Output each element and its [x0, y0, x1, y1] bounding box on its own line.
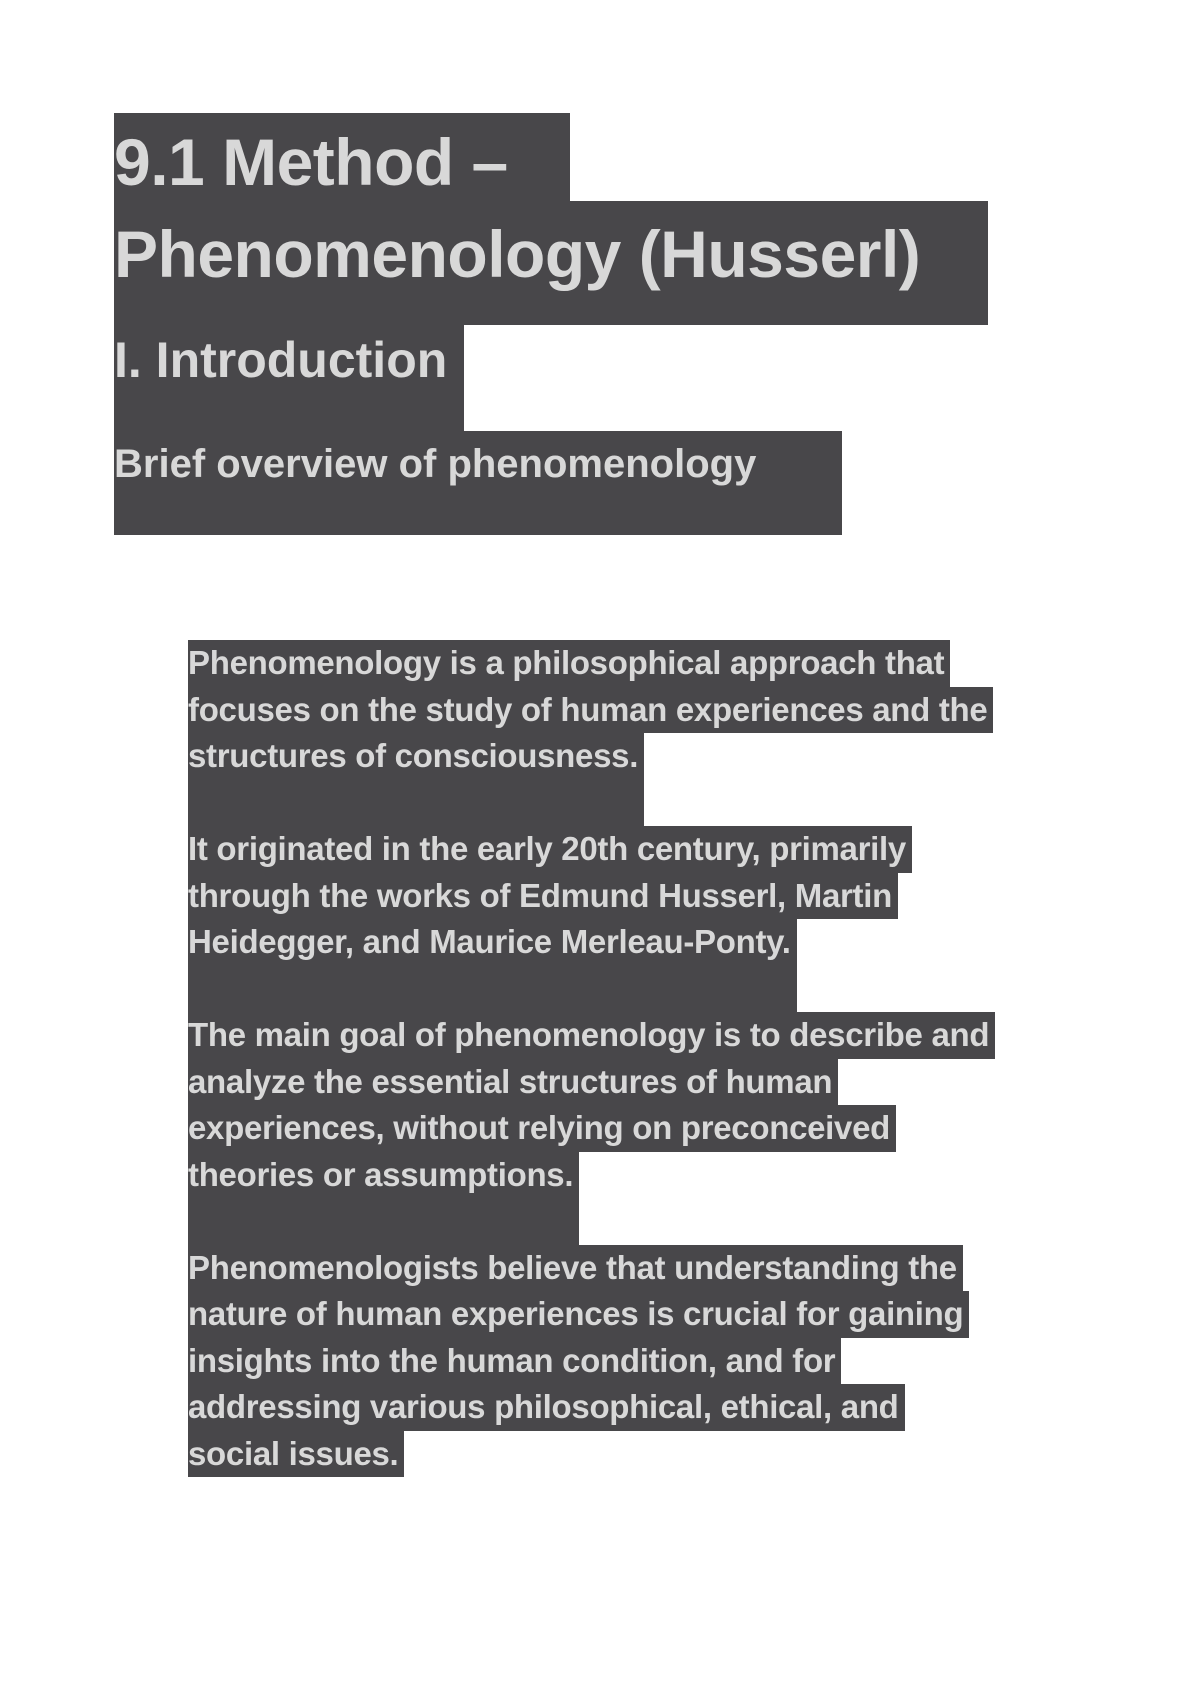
paragraph-line: nature of human experiences is crucial for gaining [188, 1295, 964, 1332]
page-title [114, 116, 920, 300]
paragraph-line: social issues. [188, 1434, 399, 1472]
paragraph-4 [188, 1245, 1088, 1478]
paragraph-line: structures of consciousness. [188, 737, 639, 774]
paragraph-2 [188, 826, 1088, 966]
paragraph-line: analyze the essential structures of human [188, 1062, 833, 1100]
paragraph-line: Phenomenologists believe that understanding the [188, 1248, 957, 1286]
paragraph-1 [188, 640, 1088, 780]
paragraph-line: Heidegger, and Maurice Merleau-Ponty. [188, 923, 791, 960]
body-text [188, 640, 1088, 1524]
paragraph-line: addressing various philosophical, ethical, and [188, 1388, 899, 1425]
paragraph-line: through the works of Edmund Husserl, Martin [188, 876, 892, 914]
paragraph-3 [188, 1012, 1088, 1198]
paragraph-line: insights into the human condition, and for [188, 1341, 836, 1379]
paragraph-line: It originated in the early 20th century, primarily [188, 830, 906, 867]
paragraph-line: Phenomenology is a philosophical approach that [188, 644, 945, 681]
paragraph-line: theories or assumptions. [188, 1155, 574, 1193]
paragraph-line: focuses on the study of human experiences and the [188, 690, 988, 728]
subsection-heading: Brief overview of phenomenology [114, 442, 757, 486]
paragraph-line: experiences, without relying on preconceived [188, 1109, 891, 1146]
page-title-line-1: 9.1 Method – [114, 125, 508, 199]
section-heading: I. Introduction [114, 332, 448, 388]
paragraph-line: The main goal of phenomenology is to describe and [188, 1016, 990, 1053]
page-title-line-2: Phenomenology (Husserl) [114, 217, 921, 291]
